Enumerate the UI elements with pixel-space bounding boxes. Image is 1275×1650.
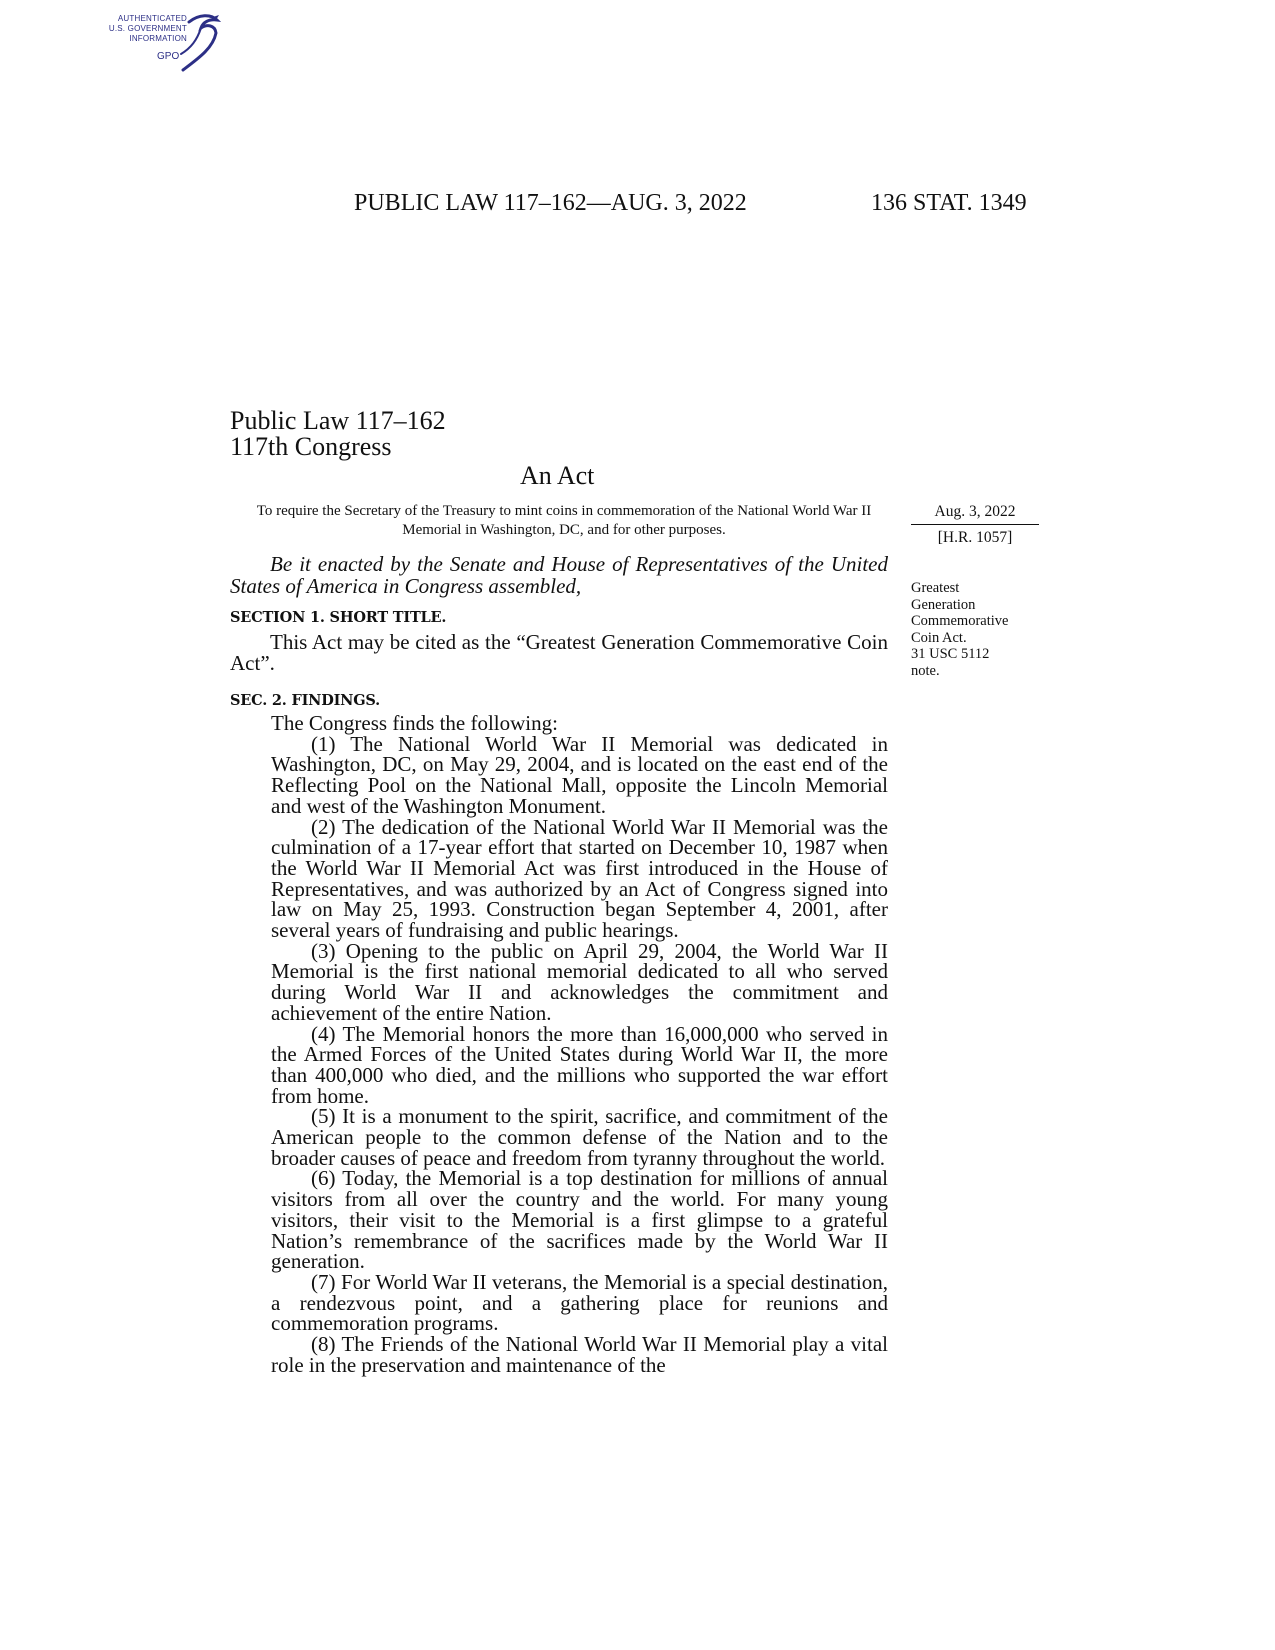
gpo-mark: GPO [157,51,180,62]
finding-6: (6) Today, the Memorial is a top destination for millions of annual visitors from all over the country and the world. For many young visitors, their visit to the Memorial is a first glimpse to a grateful Nation’s remembrance of the sacrifices made by the World War II generation. [271,1166,888,1274]
running-title: PUBLIC LAW 117–162—AUG. 3, 2022 [354,190,747,216]
section-1-text: This Act may be cited as the “Greatest Generation Commemorative Coin Act”. [230,630,888,675]
margin-note-line: Greatest [911,580,960,596]
findings [271,713,888,1376]
margin-note-line: 31 USC 5112 [911,646,990,663]
seal-line-2: U.S. GOVERNMENT [108,24,187,33]
section-2-heading: SEC. 2. FINDINGS. [230,692,381,709]
section-1-heading: SECTION 1. SHORT TITLE. [230,609,447,626]
stat-page-number: 136 STAT. 1349 [871,190,1027,216]
finding-8: (8) The Friends of the National World War II Memorial play a vital role in the preservation and maintenance of the [271,1332,888,1377]
margin-note-line: Commemorative [911,613,1009,630]
eagle-icon [95,8,230,78]
gpo-authentication-seal [95,8,230,78]
margin-note [911,580,1041,680]
public-law-number: Public Law 117–162 [230,406,446,435]
findings-intro: The Congress finds the following: [271,711,558,735]
bill-number: [H.R. 1057] [937,529,1013,546]
findings-list [271,731,888,1377]
congress-number: 117th Congress [230,432,392,461]
finding-1: (1) The National World War II Memorial was dedicated in Washington, DC, on May 29, 2004, and is located on the east end of the Reflecting Pool on the National Mall, opposite the Lincoln Memorial and west of the Washington Monument. [271,731,888,818]
finding-2: (2) The dedication of the National World War II Memorial was the culmination of a 17-year effort that started on December 10, 1987 when the World War II Memorial Act was first introduced in the House of Representatives, and was authorized by an Act of Congress signed into law on May 25, 1993. Construction began September 4, 2001, after several years of fundraising and public hearings. [271,814,888,943]
finding-7: (7) For World War II veterans, the Memorial is a special destination, a rendezvous point, and a gathering place for reunions and commemoration programs. [271,1269,888,1336]
enacting-clause: Be it enacted by the Senate and House of Representatives of the United States of America in Congress assembled, [230,552,888,598]
finding-3: (3) Opening to the public on April 29, 2004, the World War II Memorial is the first national memorial dedicated to all who served during World War II and acknowledges the commitment and achievement of the entire Nation. [271,938,888,1025]
enactment-date: Aug. 3, 2022 [911,503,1039,525]
finding-5: (5) It is a monument to the spirit, sacrifice, and commitment of the American people to the common defense of the Nation and to the broader causes of peace and freedom from tyranny throughout the world. [271,1104,888,1170]
seal-line-3: INFORMATION [129,34,187,43]
seal-line-1: AUTHENTICATED [117,14,187,23]
margin-note-line: Coin Act. [911,629,967,646]
margin-note-line: Generation [911,596,976,613]
finding-4: (4) The Memorial honors the more than 16,000,000 who served in the Armed Forces of the United States during World War II, the more than 400,000 who died, and the millions who supported the war effort from home. [271,1021,888,1108]
act-purpose: To require the Secretary of the Treasury to mint coins in commemoration of the National World War II Memorial in Washington, DC, and for other purposes. [256,503,872,538]
act-title: An Act [520,461,595,490]
enactment-date-box [911,503,1039,547]
margin-note-line: note. [911,662,940,679]
